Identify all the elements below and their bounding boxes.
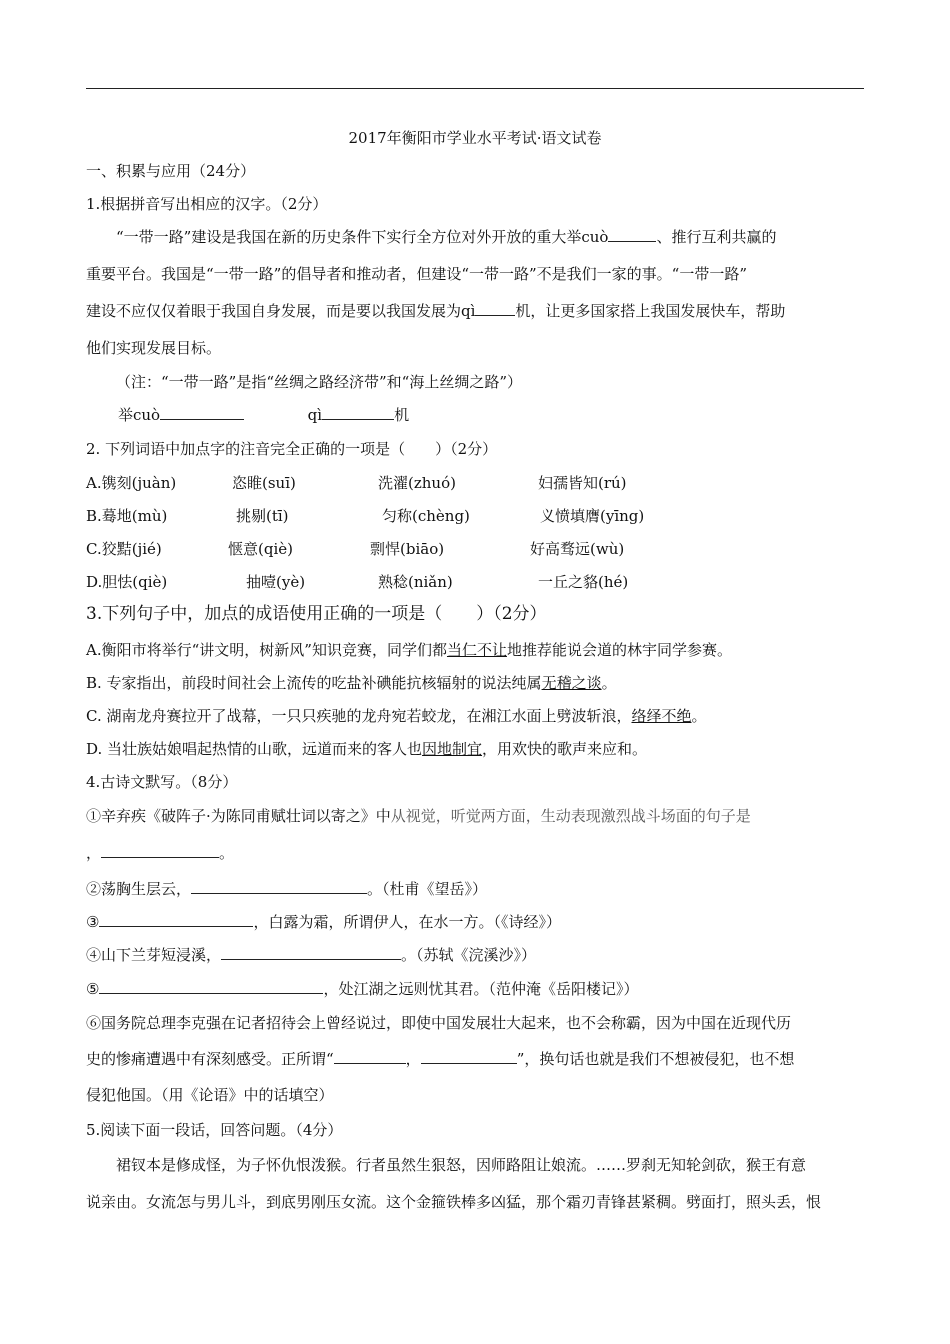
q1-note: （注：“一带一路”是指“丝绸之路经济带”和“海上丝绸之路”）: [116, 373, 523, 391]
q4-blank-3[interactable]: [99, 912, 253, 927]
q4-blank-4[interactable]: [221, 945, 401, 960]
q4-item-6-line3: 侵犯他国。（用《论语》中的话填空）: [86, 1086, 334, 1104]
q2-option-c[interactable]: C.狡黠(jié) 惬意(qiè) 剽悍(biāo) 好高骛远(wù): [86, 540, 625, 558]
q4-blank-1[interactable]: [101, 843, 219, 858]
q3-option-b[interactable]: B. 专家指出，前段时间社会上流传的吃盐补碘能抗核辐射的说法纯属无稽之谈。: [86, 674, 617, 692]
idiom-b: 无稽之谈: [541, 674, 602, 692]
q4-item-5: ⑤ ，处江湖之远则忧其君。（范仲淹《岳阳楼记》）: [86, 980, 639, 998]
q1-blank-1[interactable]: [608, 227, 656, 242]
q1-para-line4: 他们实现发展目标。: [86, 339, 222, 357]
q3-label: 3.下列句子中，加点的成语使用正确的一项是（ ）（2分）: [86, 604, 547, 624]
q1-blank-2[interactable]: [475, 301, 515, 316]
q1-label: 1.根据拼音写出相应的汉字。（2分）: [86, 195, 328, 213]
header-rule: [86, 88, 864, 89]
q4-item-1: ①辛弃疾《破阵子·为陈同甫赋壮词以寄之》中从视觉，听觉两方面，生动表现激烈战斗场面的句子是: [86, 807, 751, 825]
q4-item-4: ④山下兰芽短浸溪， 。（苏轼《浣溪沙》）: [86, 946, 537, 964]
q4-blank-6a[interactable]: [334, 1049, 406, 1064]
q4-item-6-line1: ⑥国务院总理李克强在记者招待会上曾经说过，即使中国发展壮大起来，也不会称霸，因为中国在近现代历: [86, 1014, 792, 1032]
q1-para-line3: 建设不应仅仅着眼于我国自身发展，而是要以我国发展为qì 机，让更多国家搭上我国发展快车，帮助: [86, 302, 786, 320]
q4-blank-2[interactable]: [191, 879, 367, 894]
q3-option-d[interactable]: D. 当壮族姑娘唱起热情的山歌，远道而来的客人也因地制宜，用欢快的歌声来应和。: [86, 740, 648, 758]
idiom-d: 因地制宜: [422, 740, 483, 758]
q3-option-c[interactable]: C. 湖南龙舟赛拉开了战幕，一只只疾驰的龙舟宛若蛟龙，在湘江水面上劈波斩浪，络绎不绝。: [86, 707, 707, 725]
q1-answer-blank-2[interactable]: [322, 405, 394, 420]
q2-option-b[interactable]: B.蓦地(mù) 挑剔(tī) 匀称(chèng) 义愤填膺(yīng): [86, 507, 645, 525]
q1-answer-blank-1[interactable]: [160, 405, 244, 420]
q5-passage-line2: 说亲由。女流怎与男儿斗，到底男刚压女流。这个金箍铁棒多凶猛，那个霜刃青锋甚紧稠。劈面打，照头丢，恨: [86, 1193, 822, 1211]
q4-item-1-answer: ， 。: [86, 844, 235, 862]
q2-option-a[interactable]: A.镌刻(juàn) 恣睢(suī) 洗濯(zhuó) 妇孺皆知(rú): [86, 474, 627, 492]
q4-blank-6b[interactable]: [421, 1049, 517, 1064]
q1-answer-row: 举cuò qì 机: [118, 406, 410, 424]
q2-label: 2. 下列词语中加点字的注音完全正确的一项是（ ）（2分）: [86, 440, 498, 458]
q5-passage-line1: 裙钗本是修成怪，为子怀仇恨泼猴。行者虽然生狠怒，因师路阻让娘流。……罗刹无知轮剑砍，猴王有意: [116, 1156, 807, 1174]
q5-label: 5.阅读下面一段话，回答问题。（4分）: [86, 1121, 343, 1139]
idiom-a: 当仁不让: [446, 641, 507, 659]
q4-label: 4.古诗文默写。（8分）: [86, 773, 238, 791]
section-heading: 一、积累与应用（24分）: [86, 162, 256, 180]
q1-para-line2: 重要平台。我国是“一带一路”的倡导者和推动者，但建设“一带一路”不是我们一家的事。“一带一路”: [86, 265, 748, 283]
q2-option-d[interactable]: D.胆怯(qiè) 抽噎(yè) 熟稔(niǎn) 一丘之貉(hé): [86, 573, 629, 591]
page-title: 2017年衡阳市学业水平考试·语文试卷: [348, 129, 602, 147]
q4-blank-5[interactable]: [99, 979, 323, 994]
q4-item-2: ②荡胸生层云， 。（杜甫《望岳》）: [86, 880, 488, 898]
q4-item-3: ③ ，白露为霜，所谓伊人，在水一方。（《诗经》）: [86, 913, 561, 931]
idiom-c: 络绎不绝: [631, 707, 692, 725]
q1-para-line1: “一带一路”建设是我国在新的历史条件下实行全方位对外开放的重大举cuò 、推行互利共赢的: [116, 228, 777, 246]
q3-option-a[interactable]: A.衡阳市将举行“讲文明，树新风”知识竞赛，同学们都当仁不让地推荐能说会道的林宇同学参赛。: [86, 641, 732, 659]
q4-item-6-line2: 史的惨痛遭遇中有深刻感受。正所谓“ ， ”，换句话也就是我们不想被侵犯，也不想: [86, 1050, 795, 1068]
